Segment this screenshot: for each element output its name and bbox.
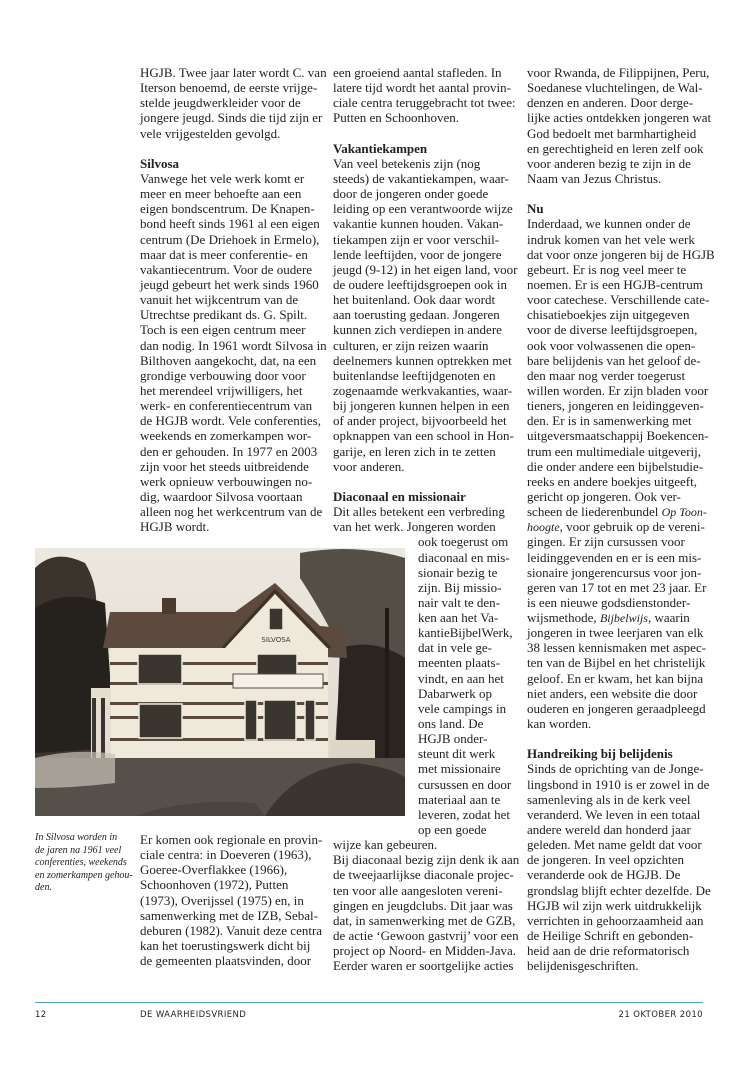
- text-line: een groeiend aantal stafleden. In: [333, 65, 502, 80]
- text-line: diaconaal en mis-: [418, 549, 510, 565]
- text-line: voor catechese. Verschillende cate-: [527, 292, 710, 308]
- text-line: grondige verbouwing door voor: [140, 367, 306, 383]
- text-line: steunt dit werk: [418, 746, 496, 762]
- text-line: zogenaamde werkvakanties, waar-: [333, 382, 513, 398]
- footer-divider: [35, 1002, 703, 1003]
- text-line: andere wereld dan honderd jaar: [527, 822, 691, 838]
- text-line: buitenlandse leeftijdgenoten en: [333, 367, 496, 383]
- caption-line: den.: [35, 882, 52, 894]
- text-line: scheen de liederenbundel Op Toon-: [527, 504, 707, 520]
- text-line: kantieBijbelWerk,: [418, 625, 513, 641]
- text-line: voor anderen.: [333, 458, 405, 474]
- italic-title: Bijbelwijs: [599, 611, 648, 626]
- text-line: latere tijd wordt het aantal provin-: [333, 80, 511, 96]
- text-line: gericht op jongeren. Ook ver-: [527, 488, 681, 504]
- text-line: uitgeversmaatschappij Boekencen-: [527, 428, 709, 444]
- text-line: geleden. Met name geldt dat voor: [527, 837, 702, 853]
- text-line: culturen, er zijn reizen waarin: [333, 337, 489, 353]
- text-line: veranderd. We leven in een totaal: [527, 806, 701, 822]
- text-line: jeugd gebeurt het werk sinds 1960: [140, 276, 319, 292]
- text-line: Soedanese vluchtelingen, de Wal-: [527, 80, 703, 96]
- text-line: de actie ‘Gewoon gastvrij’ voor een: [333, 928, 519, 944]
- text-line: geloof. En er kwam, het kan bijna: [527, 670, 704, 686]
- section-heading: Nu: [527, 201, 544, 217]
- text-line: grondslag blijft echter dezelfde. De: [527, 882, 711, 898]
- text-line: vindt, en aan het: [418, 670, 504, 686]
- text-line: Vanwege het vele werk komt er: [140, 170, 305, 186]
- text-line: vanuit het wijkcentrum van de: [140, 292, 299, 308]
- text-line: God bedoelt met barmhartigheid: [527, 125, 697, 141]
- text-line: HGJB wil zijn werk uitdrukkelijk: [527, 897, 702, 913]
- text-line: die onder andere een bijbelstudie-: [527, 458, 704, 474]
- text-line: Dit alles betekent een verbreding: [333, 504, 505, 520]
- text-line: ouderen en jongeren geraadpleegd: [527, 700, 706, 716]
- paragraph-gap: [527, 731, 715, 746]
- text-line: de oudere leeftijdsgroepen ook in: [333, 276, 507, 292]
- text-line: voor Rwanda, de Filippijnen, Peru,: [527, 65, 710, 80]
- text-line: het buitenland. Ook daar wordt: [333, 292, 496, 308]
- text-line: Van veel betekenis zijn (nog: [333, 155, 481, 171]
- text-line: niet anders, een website die door: [527, 685, 698, 701]
- text-line: project op Noord- en Midden-Java.: [333, 943, 517, 959]
- text-line: lingsbond in 1910 is er zowel in de: [527, 776, 710, 792]
- text-line: opknappen van een school in Hon-: [333, 428, 514, 444]
- text-line: deburen (1982). Vanuit deze centra: [140, 922, 323, 938]
- text-line: HGJB onder-: [418, 731, 488, 747]
- paragraph-gap: [527, 186, 715, 201]
- section-heading: Diaconaal en missionair: [333, 488, 466, 504]
- text-line: werk opnieuw verbouwingen no-: [140, 473, 313, 489]
- text-line: (1973), Overijssel (1975) en, in: [140, 892, 304, 908]
- text-line: hoogte, voor gebruik op de vereni-: [527, 519, 705, 535]
- text-line: kunnen zich verdiepen in andere: [333, 322, 502, 338]
- text-line: jongere jeugd. Sinds die tijd zijn er: [140, 110, 323, 126]
- text-line: zijn. Bij missio-: [418, 579, 502, 595]
- paragraph-gap: [333, 474, 519, 489]
- text-line: ciale centra teruggebracht tot twee:: [333, 95, 516, 111]
- text-line: chisatieboekjes zijn uitgegeven: [527, 307, 690, 323]
- caption-line: In Silvosa worden in: [35, 832, 118, 843]
- text-line: van het werk. Jongeren worden: [333, 519, 496, 535]
- house-sign-text: SILVOSA: [261, 636, 291, 644]
- text-line: gingen. Er zijn cursussen voor: [527, 534, 685, 550]
- text-line: Naam van Jezus Christus.: [527, 170, 662, 186]
- text-line: gebeurt. Er is nog veel meer te: [527, 261, 687, 277]
- text-line: voor anderen bezig te zijn in de: [527, 155, 691, 171]
- paragraph-gap: [140, 141, 327, 156]
- text-line: HGJB wordt.: [140, 519, 210, 535]
- photo-caption: [35, 832, 135, 895]
- text-line: meer en meer behoefte aan een: [140, 186, 302, 202]
- text-line: de gemeenten plaatsvinden, door: [140, 953, 312, 969]
- text-line: 38 lessen kennismaken met aspec-: [527, 640, 707, 656]
- text-line: veranderde ook de HGJB. De: [527, 867, 681, 883]
- text-line: Eerder waren er soortgelijke acties: [333, 958, 514, 974]
- paragraph-gap: [333, 126, 519, 141]
- text-line: gingen en jeugdclubs. Dit jaar was: [333, 897, 513, 913]
- magazine-name: DE WAARHEIDSVRIEND: [140, 1010, 247, 1020]
- caption-line: conferenties, weekends: [35, 857, 127, 869]
- text-line: materiaal aan te: [418, 791, 501, 807]
- text-line: Bilthoven aangekocht, dat, na een: [140, 352, 317, 368]
- text-line: lende leeftijden, voor de jongere: [333, 246, 502, 262]
- text-line: ons land. De: [418, 716, 484, 732]
- text-line: dig, waardoor Silvosa voortaan: [140, 488, 303, 504]
- caption-line: en zomerkampen gehou-: [35, 869, 133, 881]
- text-line: bij jongeren kunnen helpen in een: [333, 398, 510, 414]
- text-line: belijdenisgeschriften.: [527, 958, 639, 974]
- text-line: dat voor onze jongeren bij de HGJB: [527, 246, 715, 262]
- text-line: Er komen ook regionale en provin-: [140, 832, 323, 847]
- article-column-1-bottom: [140, 832, 322, 968]
- text-line: voor de diverse leeftijdsgroepen,: [527, 322, 698, 338]
- text-line: samenwerking met de IZB, Sebal-: [140, 907, 318, 923]
- caption-line: de jaren na 1961 veel: [35, 844, 122, 856]
- text-line: den maar nog verder toegerust: [527, 367, 686, 383]
- text-line: leiding op een verantwoorde wijze: [333, 201, 513, 217]
- text-line: ook voor volwassenen die open-: [527, 337, 696, 353]
- text-line: dan nodig. In 1961 wordt Silvosa in: [140, 337, 327, 353]
- text-line: Putten en Schoonhoven.: [333, 110, 460, 126]
- text-line: eigen bondscentrum. De Knapen-: [140, 201, 315, 217]
- text-line: wijze kan gebeuren.: [333, 837, 438, 853]
- text-line: Sinds de oprichting van de Jonge-: [527, 761, 704, 777]
- text-line: Schoonhoven (1972), Putten: [140, 877, 289, 893]
- text-line: kan het toerustingswerk dicht bij: [140, 937, 311, 953]
- article-column-2: [333, 65, 519, 973]
- italic-title: hoogte: [527, 520, 560, 535]
- text-line: werk- en conferentiecentrum van: [140, 398, 313, 414]
- text-line: ken aan het Va-: [418, 610, 499, 626]
- text-line: ten voor alle aangesloten vereni-: [333, 882, 503, 898]
- text-line: tieners, jongeren en leidinggeven-: [527, 398, 704, 414]
- text-line: en gerechtigheid en leren zelf ook: [527, 140, 704, 156]
- text-line: Toch is een eigen centrum meer: [140, 322, 306, 338]
- text-line: lijke acties ontdekken jongeren wat: [527, 110, 712, 126]
- text-line: samenleving als in de kerk veel: [527, 791, 691, 807]
- text-line: bond heeft sinds 1961 al een eigen: [140, 216, 320, 232]
- text-line: den. Er is in samenwerking met: [527, 413, 692, 429]
- text-line: Iterson benoemd, de eerste vrijge-: [140, 80, 318, 96]
- page-number: 12: [35, 1010, 47, 1020]
- text-line: jeugd (9-12) in het eigen land, voor: [333, 261, 518, 277]
- text-line: weekends en zomerkampen wor-: [140, 428, 312, 444]
- text-line: willen worden. Er zijn bladen voor: [527, 382, 709, 398]
- article-column-1-top: [140, 65, 327, 534]
- text-line: ciale centra: in Doeveren (1963),: [140, 847, 312, 863]
- text-line: de Heilige Schrift en gebonden-: [527, 928, 694, 944]
- text-line: zijn voor het steeds uitbreidende: [140, 458, 309, 474]
- text-line: nair valt te den-: [418, 594, 500, 610]
- text-line: trum een multimediale uitgeverij,: [527, 443, 702, 459]
- text-line: jongeren in twee leerjaren van elk: [527, 625, 704, 641]
- text-line: verrichten in gehoorzaamheid aan: [527, 912, 704, 928]
- text-line: centrum (De Driehoek in Ermelo),: [140, 231, 320, 247]
- section-heading: Handreiking bij belijdenis: [527, 746, 673, 762]
- text-line: is een nieuwe godsdienstonder-: [527, 594, 691, 610]
- text-line: de jongeren. In veel opzichten: [527, 852, 685, 868]
- text-line: door de jongeren onder goede: [333, 186, 489, 202]
- text-line: ook toegerust om: [418, 534, 509, 550]
- text-line: indruk komen van het vele werk: [527, 231, 695, 247]
- text-line: cursussen en door: [418, 776, 512, 792]
- text-line: alleen nog het werkcentrum van de: [140, 504, 323, 520]
- text-line: noemen. Er is een HGJB-centrum: [527, 276, 703, 292]
- text-line: met missionaire: [418, 761, 501, 777]
- text-line: vakantiecentrum. Voor de oudere: [140, 261, 313, 277]
- text-line: de HGJB wordt. Vele conferenties,: [140, 413, 321, 429]
- text-line: meenten plaats-: [418, 655, 500, 671]
- text-line: steeds) de vakantiekampen, waar-: [333, 170, 509, 186]
- text-line: HGJB. Twee jaar later wordt C. van: [140, 65, 327, 80]
- text-line: tiekampen zijn er voor verschil-: [333, 231, 500, 247]
- text-line: vakantie kunnen houden. Vakan-: [333, 216, 504, 232]
- text-line: Utrechtse predikant ds. G. Spilt.: [140, 307, 308, 323]
- text-line: vele campings in: [418, 700, 507, 716]
- text-line: wijsmethode, Bijbelwijs, waarin: [527, 610, 690, 626]
- text-line: sionair bezig te: [418, 564, 498, 580]
- article-column-3: [527, 65, 715, 973]
- text-line: deelnemers kunnen optrekken met: [333, 352, 512, 368]
- text-line: kan worden.: [527, 716, 592, 732]
- text-line: stelde jeugdwerkleider voor de: [140, 95, 301, 111]
- text-line: ten van de Bijbel en het christelijk: [527, 655, 706, 671]
- text-line: leidinggevenden en er is een mis-: [527, 549, 702, 565]
- text-line: sionaire jongerencursus voor jon-: [527, 564, 702, 580]
- text-line: maar dat is meer conferentie- en: [140, 246, 308, 262]
- text-line: bare belijdenis van het geloof de-: [527, 352, 701, 368]
- text-line: vele vrijgestelden gevolgd.: [140, 125, 281, 141]
- section-heading: Silvosa: [140, 155, 180, 171]
- text-line: Bij diaconaal bezig zijn denk ik aan: [333, 852, 520, 868]
- text-line: dat, in samenwerking met de GZB,: [333, 912, 516, 928]
- text-line: garije, en leren zich in te zetten: [333, 443, 496, 459]
- text-line: het merendeel vrijwilligers, het: [140, 382, 303, 398]
- text-line: dat in vele ge-: [418, 640, 492, 656]
- text-line: heid aan de drie reformatorisch: [527, 943, 690, 959]
- silvosa-house-photo: [35, 548, 405, 816]
- text-line: Dabarwerk op: [418, 685, 492, 701]
- section-heading: Vakantiekampen: [333, 140, 428, 156]
- text-line: aan toerusting gedaan. Jongeren: [333, 307, 500, 323]
- text-line: den er gehouden. In 1977 en 2003: [140, 443, 318, 459]
- text-line: geren van 17 tot en met 23 jaar. Er: [527, 579, 707, 595]
- text-line: denzen en anderen. Door derge-: [527, 95, 694, 111]
- text-line: reeks en andere boekjes uitgeeft,: [527, 473, 698, 489]
- text-line: of ander project, bijvoorbeeld het: [333, 413, 507, 429]
- text-line: Inderdaad, we kunnen onder de: [527, 216, 691, 232]
- text-line: leveren, zodat het: [418, 806, 511, 822]
- text-line: Goeree-Overflakkee (1966),: [140, 862, 288, 878]
- text-line: op een goede: [418, 822, 487, 838]
- text-line: de tweejaarlijkse diaconale projec-: [333, 867, 514, 883]
- issue-date: 21 OKTOBER 2010: [618, 1010, 703, 1020]
- italic-title: Op Toon-: [661, 505, 707, 520]
